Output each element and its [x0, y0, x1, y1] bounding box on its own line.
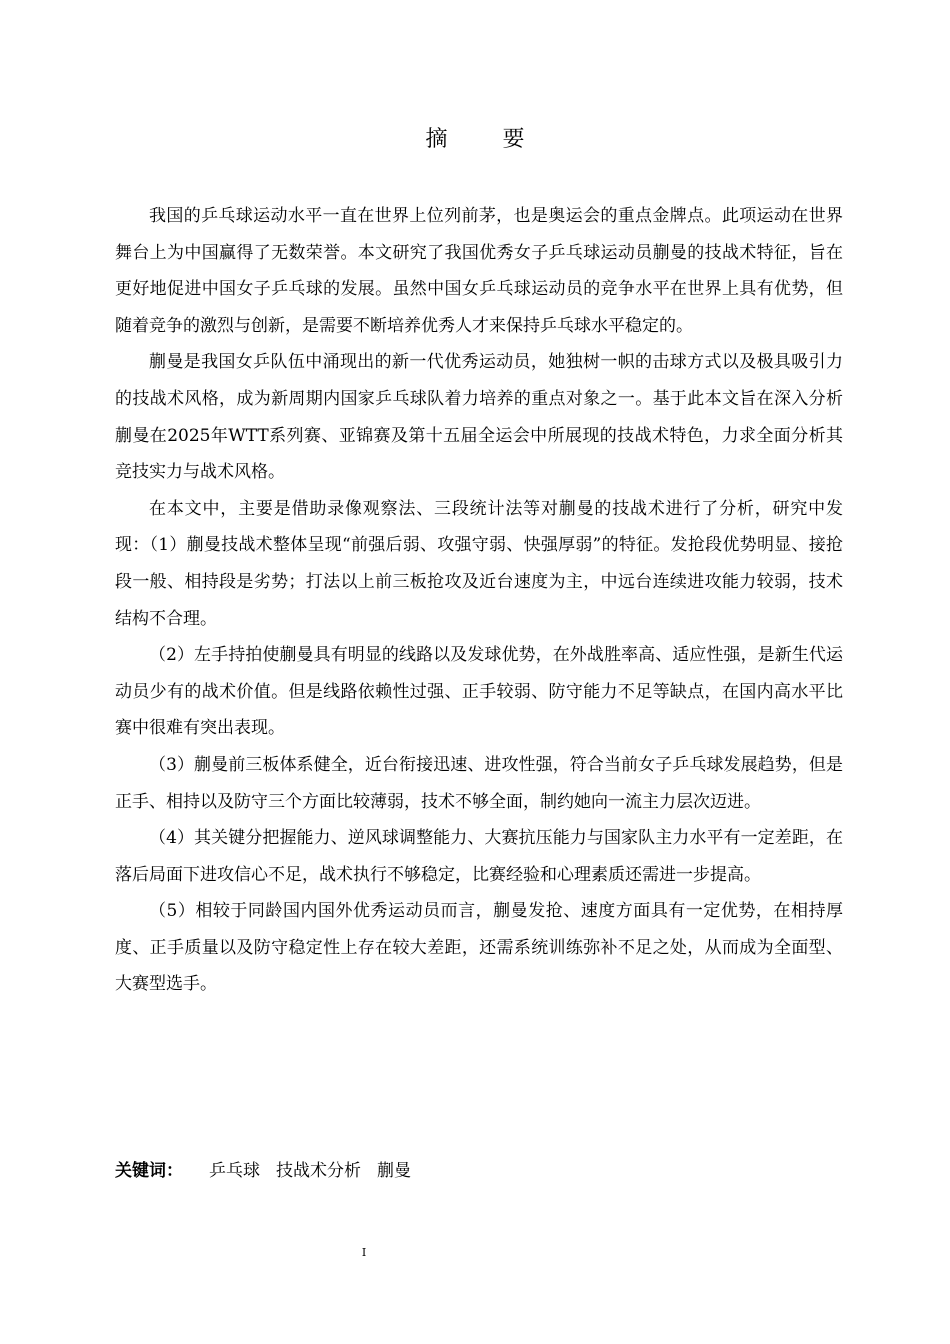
abstract-body	[115, 198, 843, 1003]
keywords-label: 关键词：	[115, 1161, 183, 1181]
abstract-paragraph-6: （4）其关键分把握能力、逆风球调整能力、大赛抗压能力与国家队主力水平有一定差距，在落后局面下进攻信心不足，战术执行不够稳定，比赛经验和心理素质还需进一步提高。	[115, 828, 843, 885]
page-number: I	[361, 1246, 367, 1259]
keywords-line	[115, 1156, 427, 1186]
abstract-paragraph-1: 我国的乒乓球运动水平一直在世界上位列前茅，也是奥运会的重点金牌点。此项运动在世界舞台上为中国赢得了无数荣誉。本文研究了我国优秀女子乒乓球运动员蒯曼的技战术特征，旨在更好地促进中国女子乒乓球的发展。虽然中国女乒乓球运动员的竞争水平在世界上具有优势，但随着竞争的激烈与创新，是需要不断培养优秀人才来保持乒乓球水平稳定的。	[115, 206, 843, 336]
page-title: 摘 要	[425, 127, 549, 152]
abstract-paragraph-3: 在本文中，主要是借助录像观察法、三段统计法等对蒯曼的技战术进行了分析，研究中发现：（1）蒯曼技战术整体呈现“前强后弱、攻强守弱、快强厚弱”的特征。发抢段优势明显、接抢段一般、相持段是劣势；打法以上前三板抢攻及近台速度为主，中远台连续进攻能力较弱，技术结构不合理。	[115, 498, 843, 629]
abstract-paragraph-5: （3）蒯曼前三板体系健全，近台衔接迅速、进攻性强，符合当前女子乒乓球发展趋势，但是正手、相持以及防守三个方面比较薄弱，技术不够全面，制约她向一流主力层次迈进。	[115, 754, 843, 812]
abstract-paragraph-7: （5）相较于同龄国内国外优秀运动员而言，蒯曼发抢、速度方面具有一定优势，在相持厚度、正手质量以及防守稳定性上存在较大差距，还需系统训练弥补不足之处，从而成为全面型、大赛型选手。	[115, 901, 843, 995]
keyword-item: 乒乓球	[209, 1161, 260, 1181]
abstract-paragraph-4: （2）左手持拍使蒯曼具有明显的线路以及发球优势，在外战胜率高、适应性强，是新生代运动员少有的战术价值。但是线路依赖性过强、正手较弱、防守能力不足等缺点，在国内高水平比赛中很难有突出表现。	[115, 645, 843, 739]
keyword-item: 蒯曼	[377, 1161, 411, 1181]
abstract-paragraph-2: 蒯曼是我国女乒队伍中涌现出的新一代优秀运动员，她独树一帜的击球方式以及极具吸引力的技战术风格，成为新周期内国家乒乓球队着力培养的重点对象之一。基于此本文旨在深入分析蒯曼在2025年WTT系列赛、亚锦赛及第十五届全运会中所展现的技战术特色，力求全面分析其竞技实力与战术风格。	[115, 352, 843, 483]
keyword-item: 技战术分析	[276, 1161, 361, 1181]
